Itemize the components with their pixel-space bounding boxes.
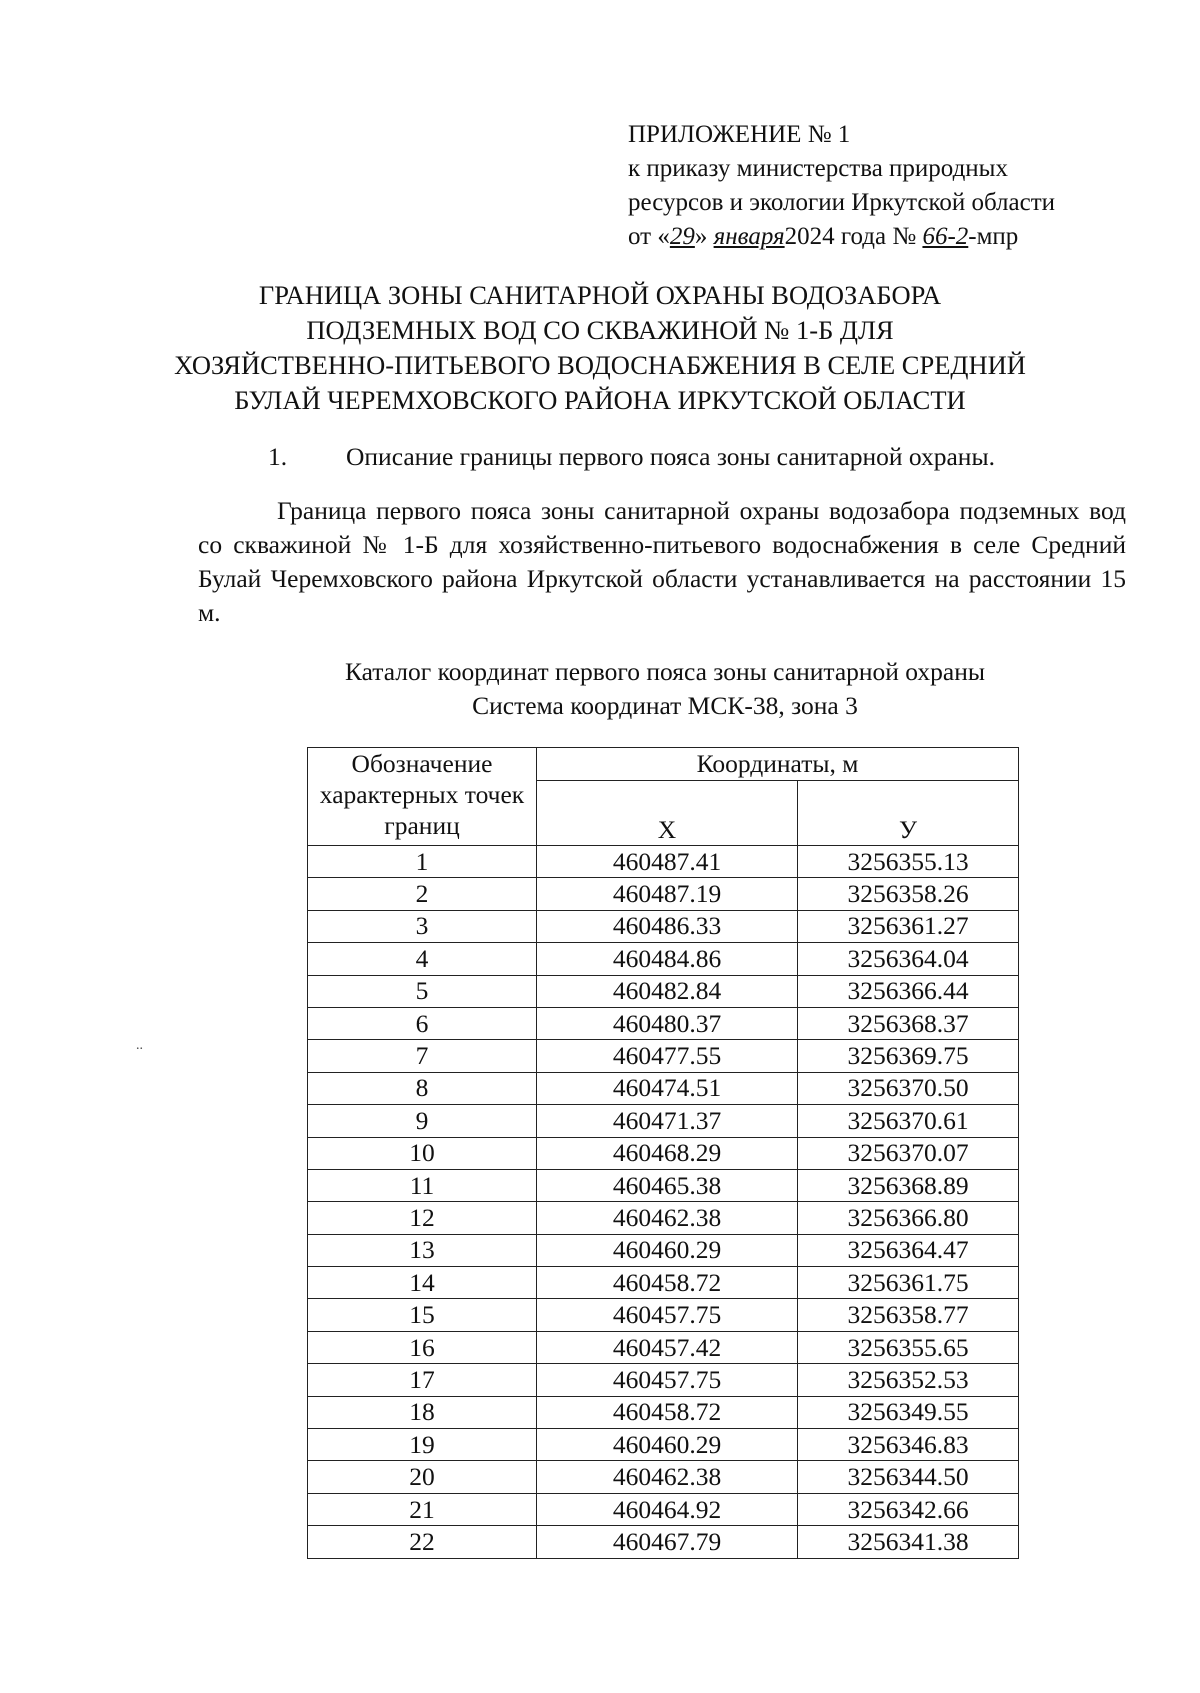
table-row [308,1461,1019,1493]
point-number-cell: 22 [308,1526,537,1558]
table-row [308,1299,1019,1331]
document-title [160,278,1040,418]
annex-date-line [628,220,1055,254]
x-coordinate-cell: 460465.38 [537,1169,798,1201]
section-number: 1. [268,442,288,471]
x-coordinate-cell: 460471.37 [537,1105,798,1137]
table-row [308,910,1019,942]
table-row [308,846,1019,878]
y-coordinate-cell: 3256368.37 [798,1007,1019,1039]
table-row [308,1429,1019,1461]
section-heading [268,440,995,474]
body-paragraph: Граница первого пояса зоны санитарной охраны водозабора подземных вод со скважиной № 1-Б для хозяйственно-питьевого водоснабжения в селе Средний Булай Черемховского района Иркутской области устанавливается на расстоянии 15 м. [198,496,1126,627]
point-number-cell: 21 [308,1493,537,1525]
header-coordinates: Координаты, м [537,748,1019,781]
table-row [308,1202,1019,1234]
title-line: ГРАНИЦА ЗОНЫ САНИТАРНОЙ ОХРАНЫ ВОДОЗАБОРА [258,280,942,310]
point-number-cell: 2 [308,878,537,910]
x-coordinate-cell: 460477.55 [537,1040,798,1072]
point-number-cell: 5 [308,975,537,1007]
point-number-cell: 7 [308,1040,537,1072]
table-row [308,1040,1019,1072]
point-number-cell: 9 [308,1105,537,1137]
y-coordinate-cell: 3256366.80 [798,1202,1019,1234]
point-number-cell: 17 [308,1364,537,1396]
y-coordinate-cell: 3256342.66 [798,1493,1019,1525]
y-coordinate-cell: 3256341.38 [798,1526,1019,1558]
table-row [308,1364,1019,1396]
point-number-cell: 1 [308,846,537,878]
x-coordinate-cell: 460457.75 [537,1364,798,1396]
x-coordinate-cell: 460458.72 [537,1267,798,1299]
x-coordinate-cell: 460460.29 [537,1234,798,1266]
y-coordinate-cell: 3256349.55 [798,1396,1019,1428]
annex-title: ПРИЛОЖЕНИЕ № 1 [628,121,851,148]
y-coordinate-cell: 3256370.07 [798,1137,1019,1169]
x-coordinate-cell: 460468.29 [537,1137,798,1169]
section-heading-text: Описание границы первого пояса зоны санитарной охраны. [346,442,995,471]
title-line: БУЛАЙ ЧЕРЕМХОВСКОГО РАЙОНА ИРКУТСКОЙ ОБЛАСТИ [234,385,966,415]
y-coordinate-cell: 3256358.77 [798,1299,1019,1331]
x-coordinate-cell: 460486.33 [537,910,798,942]
table-row [308,1137,1019,1169]
y-coordinate-cell: 3256368.89 [798,1169,1019,1201]
scan-mark: .. [136,1038,143,1053]
table-row [308,1493,1019,1525]
point-number-cell: 6 [308,1007,537,1039]
x-coordinate-cell: 460458.72 [537,1396,798,1428]
x-coordinate-cell: 460484.86 [537,943,798,975]
point-number-cell: 14 [308,1267,537,1299]
point-number-cell: 13 [308,1234,537,1266]
date-day: 29 [669,223,695,250]
title-line: ХОЗЯЙСТВЕННО-ПИТЬЕВОГО ВОДОСНАБЖЕНИЯ В СЕЛЕ СРЕДНИЙ [174,350,1026,380]
x-coordinate-cell: 460460.29 [537,1429,798,1461]
x-coordinate-cell: 460462.38 [537,1202,798,1234]
caption-line: Система координат МСК-38, зона 3 [472,691,858,720]
x-coordinate-cell: 460467.79 [537,1526,798,1558]
table-row [308,1007,1019,1039]
table-row [308,1526,1019,1558]
point-number-cell: 15 [308,1299,537,1331]
table-row [308,1267,1019,1299]
coordinates-table [307,747,1019,1559]
caption-line: Каталог координат первого пояса зоны санитарной охраны [344,657,986,686]
x-coordinate-cell: 460480.37 [537,1007,798,1039]
y-coordinate-cell: 3256361.27 [798,910,1019,942]
y-coordinate-cell: 3256344.50 [798,1461,1019,1493]
order-number: 66-2 [922,223,969,250]
y-coordinate-cell: 3256358.26 [798,878,1019,910]
x-coordinate-cell: 460457.75 [537,1299,798,1331]
x-coordinate-cell: 460457.42 [537,1331,798,1363]
point-number-cell: 4 [308,943,537,975]
header-point-name: Обозначение характерных точек границ [308,748,537,846]
y-coordinate-cell: 3256352.53 [798,1364,1019,1396]
point-number-cell: 3 [308,910,537,942]
y-coordinate-cell: 3256355.13 [798,846,1019,878]
table-row [308,1331,1019,1363]
point-number-cell: 11 [308,1169,537,1201]
table-row [308,1396,1019,1428]
y-coordinate-cell: 3256346.83 [798,1429,1019,1461]
point-number-cell: 8 [308,1072,537,1104]
table-row [308,1072,1019,1104]
header-x: X [537,781,798,846]
y-coordinate-cell: 3256364.04 [798,943,1019,975]
point-number-cell: 10 [308,1137,537,1169]
x-coordinate-cell: 460462.38 [537,1461,798,1493]
x-coordinate-cell: 460474.51 [537,1072,798,1104]
date-prefix: от « [628,223,670,250]
table-row [308,975,1019,1007]
x-coordinate-cell: 460482.84 [537,975,798,1007]
point-number-cell: 18 [308,1396,537,1428]
table-row [308,1234,1019,1266]
date-year: 2024 года № [784,223,923,250]
x-coordinate-cell: 460487.41 [537,846,798,878]
order-suffix: -мпр [968,223,1019,250]
table-row [308,1105,1019,1137]
y-coordinate-cell: 3256361.75 [798,1267,1019,1299]
y-coordinate-cell: 3256370.61 [798,1105,1019,1137]
point-number-cell: 20 [308,1461,537,1493]
annex-line-order: к приказу министерства природных [628,155,1008,182]
annex-line-ministry: ресурсов и экологии Иркутской области [628,189,1056,216]
date-mid: » [694,223,714,250]
table-row [308,878,1019,910]
x-coordinate-cell: 460487.19 [537,878,798,910]
table-row [308,1169,1019,1201]
table-row [308,943,1019,975]
y-coordinate-cell: 3256355.65 [798,1331,1019,1363]
point-number-cell: 19 [308,1429,537,1461]
table-caption [200,655,1130,723]
annex-block [628,118,1055,254]
y-coordinate-cell: 3256370.50 [798,1072,1019,1104]
y-coordinate-cell: 3256366.44 [798,975,1019,1007]
table-body [308,846,1019,1559]
y-coordinate-cell: 3256369.75 [798,1040,1019,1072]
point-number-cell: 12 [308,1202,537,1234]
header-y: У [798,781,1019,846]
title-line: ПОДЗЕМНЫХ ВОД СО СКВАЖИНОЙ № 1-Б ДЛЯ [306,315,894,345]
point-number-cell: 16 [308,1331,537,1363]
x-coordinate-cell: 460464.92 [537,1493,798,1525]
date-month: января [713,223,785,250]
y-coordinate-cell: 3256364.47 [798,1234,1019,1266]
